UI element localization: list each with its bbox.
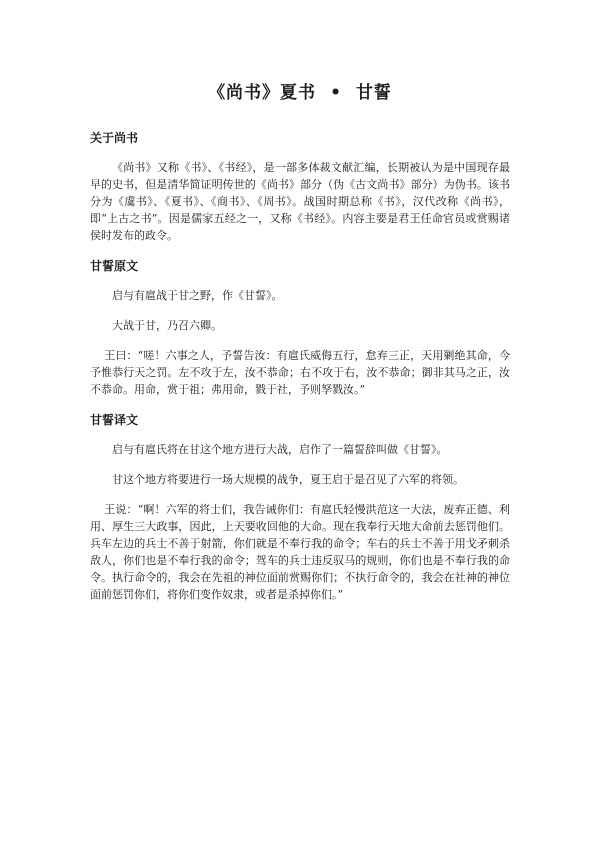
paragraph-about: 《尚书》又称《书》、《书经》，是一部多体裁文献汇编，长期被认为是中国现存最早的史书，但是清华简证明传世的《尚书》部分（伪《古文尚书》部分）为伪书。该书分为《虞书》、《夏书》、《商书》、《周书》。战国时期总称《书》，汉代改称《尚书》，即“上古之书”。因是儒家五经之一，又称《书经》。内容主要是君王任命官员或赏赐诸侯时发布的政令。: [90, 161, 510, 242]
page-title: [90, 78, 510, 103]
paragraph-translation-1: 启与有扈氏将在甘这个地方进行大战，启作了一篇誓辞叫做《甘誓》。: [112, 443, 448, 456]
paragraph-original-2: 大战于甘，乃召六卿。: [112, 319, 222, 332]
section-about: [90, 129, 510, 244]
title-chapter: 甘誓: [355, 83, 392, 103]
paragraph-translation-2: 甘这个地方将要进行一场大规模的战争，夏王启于是召见了六军的将领。: [112, 473, 464, 486]
section-original: [90, 257, 510, 398]
section-heading-about: 关于尚书: [90, 131, 139, 145]
section-heading-original: 甘誓原文: [90, 259, 139, 273]
section-translation: [90, 411, 510, 603]
title-book: 《尚书》夏书: [208, 83, 317, 103]
title-separator: •: [330, 83, 342, 103]
paragraph-original-1: 启与有扈战于甘之野，作《甘誓》。: [112, 289, 283, 302]
document-page: [90, 78, 510, 616]
section-heading-translation: 甘誓译文: [90, 413, 139, 427]
paragraph-original-3: 王曰：“嗟！六事之人，予誓告汝：有扈氏威侮五行，怠弃三正，天用剿绝其命，今予惟恭行天之罚。左不攻于左，汝不恭命；右不攻于右，汝不恭命；御非其马之正，汝不恭命。用命，赏于祖；弗用命，戮于社，予则孥戮汝。”: [90, 349, 510, 396]
paragraph-translation-3: 王说：“啊！六军的将士们，我告诫你们：有扈氏轻慢洪范这一大法，废弃正德、利用、厚生三大政事，因此，上天要收回他的大命。现在我奉行天地大命前去惩罚他们。兵车左边的兵士不善于射箭，你们就是不奉行我的命令；车右的兵士不善于用戈矛刺杀敌人，你们也是不奉行我的命令；驾车的兵士违反驭马的规则，你们也是不奉行我的命令。执行命令的，我会在先祖的神位面前赏赐你们；不执行命令的，我会在社神的神位面前惩罚你们，将你们变作奴隶，或者是杀掉你们。”: [90, 503, 510, 601]
